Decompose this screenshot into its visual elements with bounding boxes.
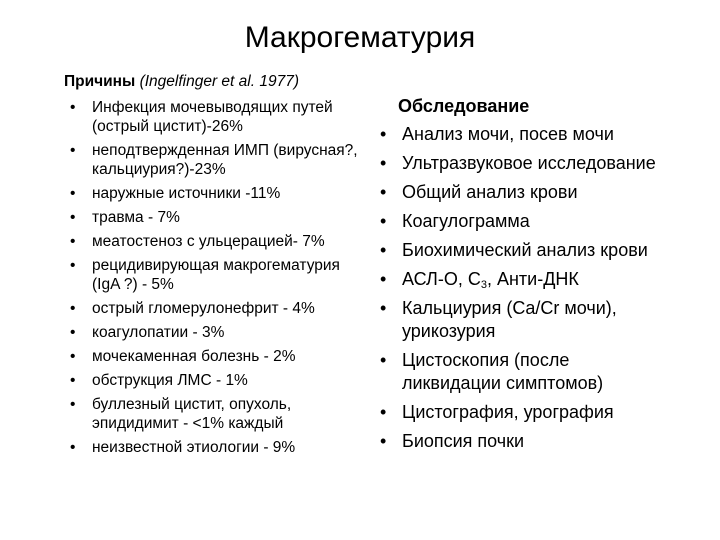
cause-item-text: Инфекция мочевыводящих путей (острый цистит)-26% bbox=[92, 99, 333, 135]
page-title: Макрогематурия bbox=[244, 21, 476, 54]
causes-heading-label: Причины bbox=[64, 73, 136, 90]
exam-item-text: Биопсия почки bbox=[402, 431, 525, 451]
bullet-icon: • bbox=[70, 185, 76, 202]
cause-item-text: наружные источники -11% bbox=[92, 185, 281, 202]
cause-item bbox=[64, 347, 364, 366]
cause-item-text: острый гломерулонефрит - 4% bbox=[92, 300, 315, 317]
bullet-icon: • bbox=[380, 211, 387, 231]
cause-item bbox=[64, 371, 364, 390]
bullet-icon: • bbox=[70, 142, 76, 159]
exam-item bbox=[373, 401, 673, 424]
bullet-icon: • bbox=[380, 431, 387, 451]
cause-item-text: коагулопатии - 3% bbox=[92, 324, 225, 341]
bullet-icon: • bbox=[380, 124, 387, 144]
exam-item-text: Биохимический анализ крови bbox=[402, 240, 648, 260]
causes-heading bbox=[64, 72, 364, 91]
bullet-icon: • bbox=[70, 372, 76, 389]
cause-item bbox=[64, 299, 364, 318]
exam-item-text: АСЛ-О, $С_3$, Анти-ДНК bbox=[402, 269, 579, 291]
bullet-icon: • bbox=[70, 348, 76, 365]
cause-item-text: меатостеноз с ульцерацией- 7% bbox=[92, 233, 325, 250]
exam-item-text: Коагулограмма bbox=[402, 211, 530, 231]
exam-item bbox=[373, 349, 673, 395]
bullet-icon: • bbox=[380, 182, 387, 202]
bullet-icon: • bbox=[70, 300, 76, 317]
exam-item-text: Цистоскопия (после ликвидации симптомов) bbox=[402, 350, 604, 393]
causes-list bbox=[64, 98, 364, 457]
exam-item bbox=[373, 239, 673, 262]
cause-item-text: неизвестной этиологии - 9% bbox=[92, 439, 296, 456]
exam-column bbox=[373, 95, 673, 459]
exam-item bbox=[373, 152, 673, 175]
exam-item-text: Ультразвуковое исследование bbox=[402, 153, 656, 173]
subscript: 3 bbox=[480, 279, 487, 291]
cause-item-text: буллезный цистит, опухоль, эпидидимит - <1% каждый bbox=[92, 396, 292, 432]
bullet-icon: • bbox=[380, 240, 387, 260]
exam-item-text: Кальциурия (Ca/Cr мочи), урикозурия bbox=[402, 298, 617, 341]
cause-item bbox=[64, 323, 364, 342]
exam-item bbox=[373, 181, 673, 204]
bullet-icon: • bbox=[380, 269, 387, 289]
causes-heading-citation: (Ingelfinger et al. 1977) bbox=[139, 73, 299, 90]
exam-item bbox=[373, 430, 673, 453]
exam-item bbox=[373, 297, 673, 343]
cause-item bbox=[64, 256, 364, 294]
cause-item bbox=[64, 98, 364, 136]
cause-item bbox=[64, 232, 364, 251]
bullet-icon: • bbox=[70, 257, 76, 274]
exam-item bbox=[373, 210, 673, 233]
exam-item bbox=[373, 123, 673, 146]
cause-item bbox=[64, 438, 364, 457]
bullet-icon: • bbox=[70, 439, 76, 456]
cause-item bbox=[64, 184, 364, 203]
bullet-icon: • bbox=[70, 99, 76, 116]
bullet-icon: • bbox=[70, 324, 76, 341]
cause-item bbox=[64, 141, 364, 179]
causes-column bbox=[64, 72, 364, 462]
exam-item-text: Общий анализ крови bbox=[402, 182, 578, 202]
exam-item-text: Цистография, урография bbox=[402, 402, 614, 422]
bullet-icon: • bbox=[380, 153, 387, 173]
exam-item bbox=[373, 268, 673, 291]
bullet-icon: • bbox=[70, 233, 76, 250]
cause-item-text: мочекаменная болезнь - 2% bbox=[92, 348, 296, 365]
cause-item-text: травма - 7% bbox=[92, 209, 180, 226]
bullet-icon: • bbox=[380, 350, 387, 370]
bullet-icon: • bbox=[380, 402, 387, 422]
cause-item-text: рецидивирующая макрогематурия (IgA ?) - 5% bbox=[92, 257, 340, 293]
cause-item bbox=[64, 208, 364, 227]
bullet-icon: • bbox=[70, 396, 76, 413]
cause-item bbox=[64, 395, 364, 433]
bullet-icon: • bbox=[70, 209, 76, 226]
exam-list bbox=[373, 123, 673, 453]
exam-heading: Обследование bbox=[398, 96, 530, 116]
bullet-icon: • bbox=[380, 298, 387, 318]
cause-item-text: неподтвержденная ИМП (вирусная?, кальциурия?)-23% bbox=[92, 142, 358, 178]
exam-item-text: Анализ мочи, посев мочи bbox=[402, 124, 614, 144]
cause-item-text: обструкция ЛМС - 1% bbox=[92, 372, 248, 389]
